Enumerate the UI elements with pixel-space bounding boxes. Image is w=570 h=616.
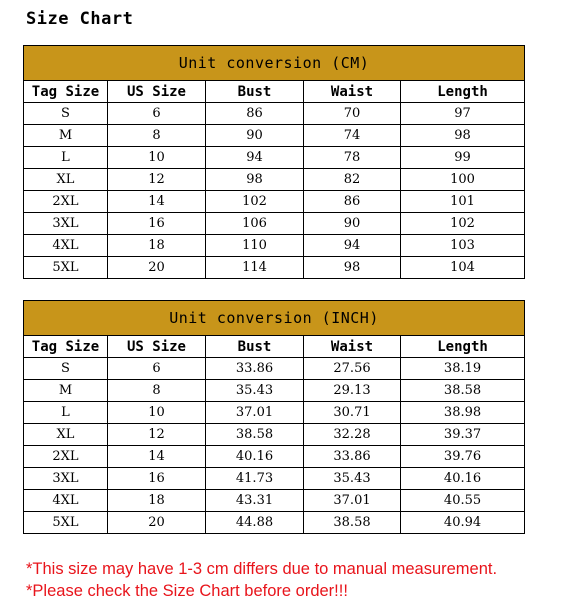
cell-us-size: 12 <box>108 169 206 191</box>
column-header-length: Length <box>401 336 525 358</box>
cell-tag-size: S <box>24 103 108 125</box>
cell-us-size: 18 <box>108 235 206 257</box>
cell-us-size: 16 <box>108 213 206 235</box>
cell-tag-size: S <box>24 358 108 380</box>
table-row <box>24 147 525 169</box>
cell-length: 99 <box>401 147 525 169</box>
table-row <box>24 235 525 257</box>
cell-bust: 40.16 <box>206 446 304 468</box>
cell-length: 39.37 <box>401 424 525 446</box>
cell-tag-size: 4XL <box>24 490 108 512</box>
cell-bust: 114 <box>206 257 304 279</box>
cell-length: 38.98 <box>401 402 525 424</box>
table-row <box>24 512 525 534</box>
table-row <box>24 103 525 125</box>
cell-bust: 98 <box>206 169 304 191</box>
column-header-us-size: US Size <box>108 81 206 103</box>
table-row <box>24 125 525 147</box>
cell-length: 103 <box>401 235 525 257</box>
cell-length: 40.94 <box>401 512 525 534</box>
cell-waist: 98 <box>304 257 401 279</box>
column-header-bust: Bust <box>206 336 304 358</box>
cell-bust: 37.01 <box>206 402 304 424</box>
cell-tag-size: 3XL <box>24 468 108 490</box>
cell-waist: 33.86 <box>304 446 401 468</box>
cell-us-size: 14 <box>108 446 206 468</box>
cell-bust: 38.58 <box>206 424 304 446</box>
size-table-cm <box>23 45 525 279</box>
table-row <box>24 490 525 512</box>
cell-tag-size: 5XL <box>24 512 108 534</box>
cell-bust: 110 <box>206 235 304 257</box>
cell-length: 98 <box>401 125 525 147</box>
cell-tag-size: L <box>24 147 108 169</box>
cell-tag-size: M <box>24 380 108 402</box>
cell-length: 104 <box>401 257 525 279</box>
cell-bust: 102 <box>206 191 304 213</box>
cell-us-size: 14 <box>108 191 206 213</box>
cell-bust: 43.31 <box>206 490 304 512</box>
note-check-chart: *Please check the Size Chart before order!!! <box>26 582 348 600</box>
cell-waist: 70 <box>304 103 401 125</box>
cell-length: 40.55 <box>401 490 525 512</box>
size-table-inch <box>23 300 525 534</box>
table-row <box>24 468 525 490</box>
cell-bust: 41.73 <box>206 468 304 490</box>
cell-us-size: 16 <box>108 468 206 490</box>
cell-tag-size: 2XL <box>24 446 108 468</box>
cell-waist: 27.56 <box>304 358 401 380</box>
cell-waist: 32.28 <box>304 424 401 446</box>
cell-length: 97 <box>401 103 525 125</box>
cell-waist: 94 <box>304 235 401 257</box>
table-row <box>24 358 525 380</box>
cell-bust: 33.86 <box>206 358 304 380</box>
table-row <box>24 424 525 446</box>
table-row <box>24 380 525 402</box>
cell-bust: 35.43 <box>206 380 304 402</box>
table-row <box>24 213 525 235</box>
cell-waist: 38.58 <box>304 512 401 534</box>
cell-length: 100 <box>401 169 525 191</box>
cell-us-size: 18 <box>108 490 206 512</box>
cell-length: 102 <box>401 213 525 235</box>
cell-us-size: 10 <box>108 402 206 424</box>
column-header-waist: Waist <box>304 336 401 358</box>
table-row <box>24 169 525 191</box>
cell-us-size: 8 <box>108 380 206 402</box>
cell-waist: 37.01 <box>304 490 401 512</box>
cell-length: 101 <box>401 191 525 213</box>
cell-tag-size: XL <box>24 424 108 446</box>
table-row <box>24 191 525 213</box>
column-header-waist: Waist <box>304 81 401 103</box>
cell-waist: 90 <box>304 213 401 235</box>
cell-tag-size: 5XL <box>24 257 108 279</box>
column-header-us-size: US Size <box>108 336 206 358</box>
cell-us-size: 10 <box>108 147 206 169</box>
cell-bust: 94 <box>206 147 304 169</box>
note-measurement: *This size may have 1-3 cm differs due to manual measurement. <box>26 560 498 578</box>
table-row <box>24 402 525 424</box>
cell-length: 39.76 <box>401 446 525 468</box>
cell-bust: 86 <box>206 103 304 125</box>
cell-tag-size: 2XL <box>24 191 108 213</box>
column-header-bust: Bust <box>206 81 304 103</box>
column-header-tag-size: Tag Size <box>24 81 108 103</box>
page-title: Size Chart <box>26 9 134 29</box>
table-row <box>24 446 525 468</box>
cell-waist: 74 <box>304 125 401 147</box>
cell-waist: 78 <box>304 147 401 169</box>
cell-bust: 44.88 <box>206 512 304 534</box>
table-row <box>24 257 525 279</box>
cell-bust: 106 <box>206 213 304 235</box>
cell-bust: 90 <box>206 125 304 147</box>
cell-tag-size: XL <box>24 169 108 191</box>
cell-us-size: 20 <box>108 257 206 279</box>
cell-tag-size: 4XL <box>24 235 108 257</box>
cell-tag-size: 3XL <box>24 213 108 235</box>
table-caption: Unit conversion (CM) <box>24 46 525 81</box>
cell-tag-size: M <box>24 125 108 147</box>
column-header-length: Length <box>401 81 525 103</box>
cell-waist: 82 <box>304 169 401 191</box>
cell-us-size: 6 <box>108 358 206 380</box>
cell-us-size: 8 <box>108 125 206 147</box>
table-caption: Unit conversion (INCH) <box>24 301 525 336</box>
cell-waist: 86 <box>304 191 401 213</box>
cell-tag-size: L <box>24 402 108 424</box>
column-header-tag-size: Tag Size <box>24 336 108 358</box>
cell-us-size: 6 <box>108 103 206 125</box>
cell-waist: 30.71 <box>304 402 401 424</box>
cell-length: 40.16 <box>401 468 525 490</box>
cell-waist: 29.13 <box>304 380 401 402</box>
cell-us-size: 12 <box>108 424 206 446</box>
cell-us-size: 20 <box>108 512 206 534</box>
cell-length: 38.58 <box>401 380 525 402</box>
notes <box>26 558 497 602</box>
cell-waist: 35.43 <box>304 468 401 490</box>
cell-length: 38.19 <box>401 358 525 380</box>
